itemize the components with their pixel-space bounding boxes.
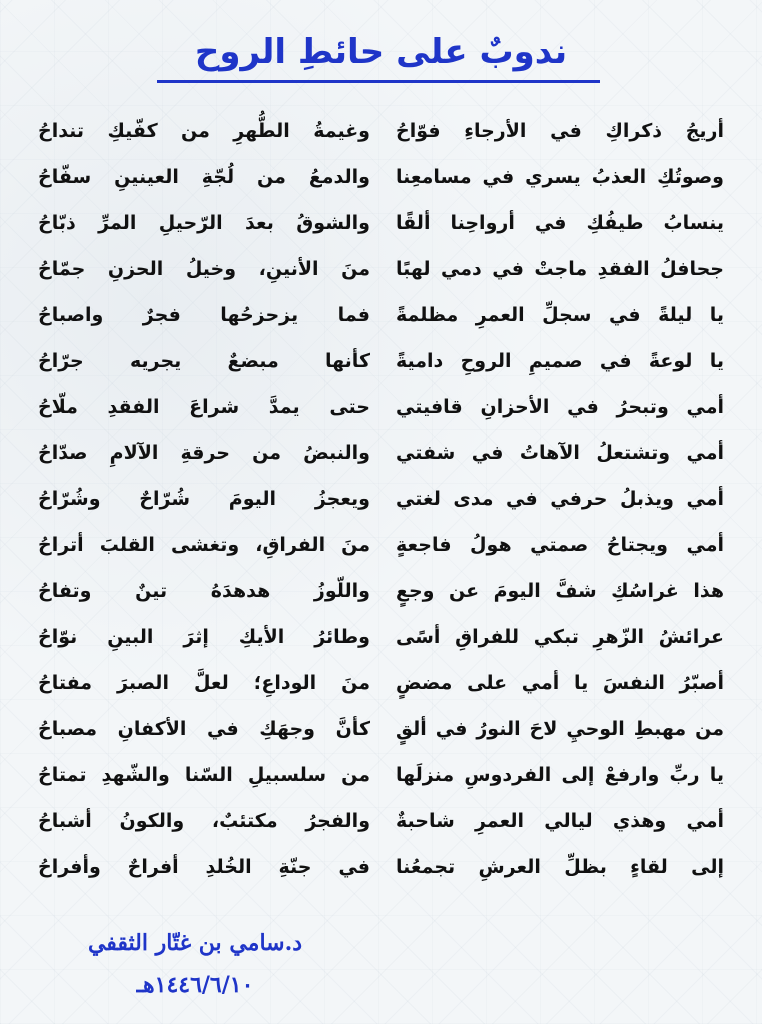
verse — [0, 430, 762, 476]
verse-first-hemistich: يا ربِّ وارفعْ إلى الفردوسِ منزلَها — [396, 764, 724, 786]
verse-second-hemistich: وطائرُ الأيكِ إثرَ البينِ نوّاحُ — [38, 626, 370, 648]
verse — [0, 568, 762, 614]
verse-second-hemistich: من سلسبيلِ السّنا والشّهدِ تمتاحُ — [38, 764, 370, 786]
verse-second-hemistich: كأنَّ وجهَكِ في الأكفانِ مصباحُ — [38, 718, 370, 740]
verse-second-hemistich: والنبضُ من حرقةِ الآلامِ صدّاحُ — [38, 442, 370, 464]
verse — [0, 476, 762, 522]
verse — [0, 108, 762, 154]
verse-second-hemistich: والدمعُ من لُجّةِ العينينِ سفّاحُ — [38, 166, 370, 188]
verse — [0, 614, 762, 660]
verse-first-hemistich: ينسابُ طيفُكِ في أرواحِنا ألقًا — [396, 212, 724, 234]
verse-first-hemistich: يا لوعةً في صميمِ الروحِ داميةً — [396, 350, 724, 372]
verse — [0, 154, 762, 200]
verse-first-hemistich: أمي ويذبلُ حرفي في مدى لغتي — [396, 488, 724, 510]
verse-second-hemistich: واللّوزُ هدهدَهُ تينٌ وتفاحُ — [38, 580, 370, 602]
verse-second-hemistich: منَ الأنينِ، وخيلُ الحزنِ جمّاحُ — [38, 258, 370, 280]
verse-first-hemistich: أمي ويجتاحُ صمتي هولُ فاجعةٍ — [396, 534, 724, 556]
verse-first-hemistich: عرائشُ الزّهرِ تبكي للفراقِ أسًى — [396, 626, 724, 648]
verse-first-hemistich: إلى لقاءٍ بظلِّ العرشِ تجمعُنا — [396, 856, 724, 878]
verse-second-hemistich: والفجرُ مكتئبٌ، والكونُ أشباحُ — [38, 810, 370, 832]
verse — [0, 338, 762, 384]
title-underline — [157, 80, 600, 83]
hijri-date: ١٤٤٦/٦/١٠هـ — [136, 972, 254, 998]
verse-second-hemistich: منَ الفراقِ، وتغشى القلبَ أتراحُ — [38, 534, 370, 556]
verse — [0, 384, 762, 430]
verse-second-hemistich: كأنها مبضعٌ يجريه جرّاحُ — [38, 350, 370, 372]
verse-second-hemistich: حتى يمدَّ شراعَ الفقدِ ملّاحُ — [38, 396, 370, 418]
verse — [0, 752, 762, 798]
verse — [0, 660, 762, 706]
verse — [0, 706, 762, 752]
verse-first-hemistich: أمي وتبحرُ في الأحزانِ قافيتي — [396, 396, 724, 418]
author-signature: د.سامي بن غتّار الثقفي — [87, 930, 303, 956]
verse-second-hemistich: والشوقُ بعدَ الرّحيلِ المرِّ ذبّاحُ — [38, 212, 370, 234]
verse-first-hemistich: من مهبطِ الوحيِ لاحَ النورُ في ألقٍ — [396, 718, 724, 740]
verse-second-hemistich: ويعجزُ اليومَ شُرّاحٌ وشُرّاحُ — [38, 488, 370, 510]
verse-first-hemistich: جحافلُ الفقدِ ماجتْ في دمي لهبًا — [396, 258, 724, 280]
verse — [0, 844, 762, 890]
verse-first-hemistich: يا ليلةً في سجلِّ العمرِ مظلمةً — [396, 304, 724, 326]
verse-first-hemistich: أصبّرُ النفسَ يا أمي على مضضٍ — [396, 672, 724, 694]
verse-second-hemistich: في جنّةِ الخُلدِ أفراحٌ وأفراحُ — [38, 856, 370, 878]
verse — [0, 292, 762, 338]
verse — [0, 200, 762, 246]
verse-second-hemistich: فما يزحزحُها فجرٌ واصباحُ — [38, 304, 370, 326]
verse-first-hemistich: أمي وتشتعلُ الآهاتُ في شفتي — [396, 442, 724, 464]
verse-first-hemistich: وصوتُكِ العذبُ يسري في مسامعِنا — [396, 166, 724, 188]
verse — [0, 798, 762, 844]
verse-first-hemistich: أريجُ ذكراكِ في الأرجاءِ فوّاحُ — [396, 120, 724, 142]
poem-title: ندوبٌ على حائطِ الروح — [194, 32, 568, 72]
verse-first-hemistich: هذا غراسُكِ شفَّ اليومَ عن وجعٍ — [396, 580, 724, 602]
verse — [0, 246, 762, 292]
verse-second-hemistich: وغيمةُ الطُّهرِ من كفّيكِ تنداحُ — [38, 120, 370, 142]
verse — [0, 522, 762, 568]
verse-second-hemistich: منَ الوداعِ؛ لعلَّ الصبرَ مفتاحُ — [38, 672, 370, 694]
verse-first-hemistich: أمي وهذي ليالي العمرِ شاحبةٌ — [396, 810, 724, 832]
